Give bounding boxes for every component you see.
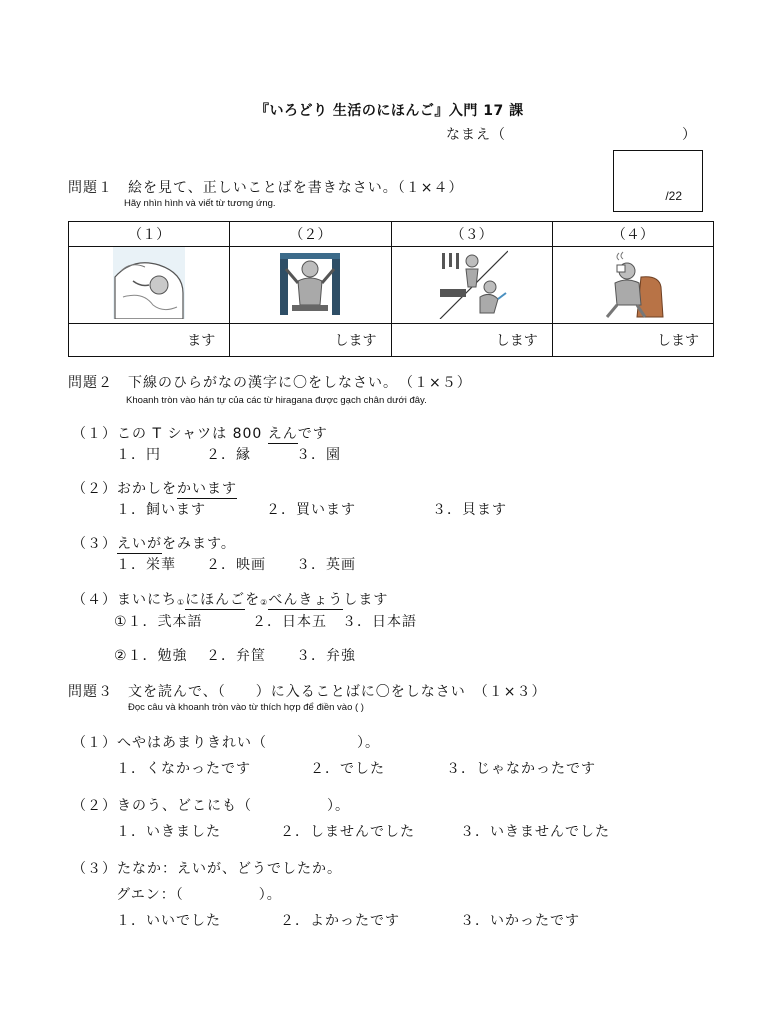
q3-3-option-2[interactable]: ２．よかったです (280, 913, 400, 929)
q2-1-option-2[interactable]: ２．縁 (206, 447, 251, 463)
cleaning-person-icon (436, 247, 508, 319)
q2-2-option-3[interactable]: ３．貝ます (432, 502, 507, 518)
q2-1-option-1[interactable]: １．円 (116, 447, 161, 463)
q3-2-option-3[interactable]: ３．いきませんでした (460, 824, 610, 840)
q3-1-option-2[interactable]: ２．でした (310, 761, 385, 777)
q1-col-3: （３） (391, 222, 552, 247)
q2-2-option-2[interactable]: ２．買います (266, 502, 356, 518)
q1-col-4: （４） (552, 222, 713, 247)
q3-item-2: （２）きのう、どこにも（ ）。 (72, 798, 350, 814)
q2-item-1: （１）この T シャツは 800 えんです (72, 426, 328, 442)
q2-2-option-1[interactable]: １．飼います (116, 502, 206, 518)
q2-item-2: （２）おかしをかいます (72, 481, 237, 497)
drinking-tea-icon (597, 247, 669, 319)
score-box (613, 150, 703, 212)
worksheet-title: 『いろどり 生活のにほんご』入門 17 課 (255, 103, 524, 119)
q1-col-2: （２） (230, 222, 391, 247)
q3-1-option-3[interactable]: ３．じゃなかったです (446, 761, 596, 777)
q2-3-option-3[interactable]: ３．英画 (296, 557, 356, 573)
q2-3-option-1[interactable]: １．栄華 (116, 557, 176, 573)
q1-answer-3: します (391, 324, 552, 357)
q2-1-option-3[interactable]: ３．園 (296, 447, 341, 463)
q2-4b-option-2[interactable]: ２．弁筐 (206, 648, 266, 664)
sleeping-person-icon (113, 247, 185, 319)
underlined-word: えいが (117, 536, 162, 552)
q2-vn-instruction: Khoanh tròn vào hán tự của các từ hiragana được gạch chân dưới đây. (126, 395, 427, 406)
q3-2-option-2[interactable]: ２．しませんでした (280, 824, 415, 840)
q1-answer-4: します (552, 324, 713, 357)
q3-3-option-3[interactable]: ３．いかったです (460, 913, 580, 929)
q1-picture-table (68, 221, 714, 357)
q2-item-3: （３）えいがをみます。 (72, 536, 236, 552)
q2-heading: 問題２ 下線のひらがなの漢字に〇をしなさい。 （１×５） (68, 375, 472, 391)
underlined-word: かいます (177, 481, 237, 497)
q3-item-3: （３）たなか：えいが、どうでしたか。 (72, 861, 342, 877)
exercise-machine-icon (274, 247, 346, 319)
q1-answer-1: ます (69, 324, 230, 357)
underlined-word-1: にほんご (185, 592, 246, 608)
q1-col-1: （１） (69, 222, 230, 247)
q2-4b-option-3[interactable]: ３．弁強 (296, 648, 356, 664)
q3-vn-instruction: Đọc câu và khoanh tròn vào từ thích hợp để điền vào ( ) (128, 702, 364, 713)
q3-3-dialogue: グエン：（ ）。 (116, 887, 282, 903)
q3-3-option-1[interactable]: １．いいでした (116, 913, 221, 929)
q2-4a-option-1[interactable]: ①１．弐本語 (114, 614, 203, 630)
score-total: /22 (665, 189, 682, 203)
q3-item-1: （１）へやはあまりきれい（ ）。 (72, 735, 380, 751)
q2-3-option-2[interactable]: ２．映画 (206, 557, 266, 573)
q2-4a-option-3[interactable]: ３．日本語 (342, 614, 417, 630)
q2-4b-option-1[interactable]: ②１．勉強 (114, 648, 188, 664)
underlined-word-2: べんきょう (268, 592, 344, 608)
q1-answer-2: します (230, 324, 391, 357)
q1-vn-instruction: Hãy nhìn hình và viết từ tương ứng. (124, 198, 276, 209)
q3-1-option-1[interactable]: １．くなかったです (116, 761, 251, 777)
q3-2-option-1[interactable]: １．いきました (116, 824, 221, 840)
name-label: なまえ（ (446, 127, 506, 143)
name-close: ） (682, 127, 697, 143)
q2-4a-option-2[interactable]: ２．日本五 (252, 614, 327, 630)
q3-heading: 問題３ 文を読んで、（ ）に入ることばに〇をしなさい （１×３） (68, 684, 547, 700)
underlined-word: えん (267, 426, 298, 442)
q2-item-4: （４）まいにち①にほんごを②べんきょうします (72, 592, 389, 608)
q1-heading: 問題１ 絵を見て、正しいことばを書きなさい。（１×４） (68, 180, 464, 196)
